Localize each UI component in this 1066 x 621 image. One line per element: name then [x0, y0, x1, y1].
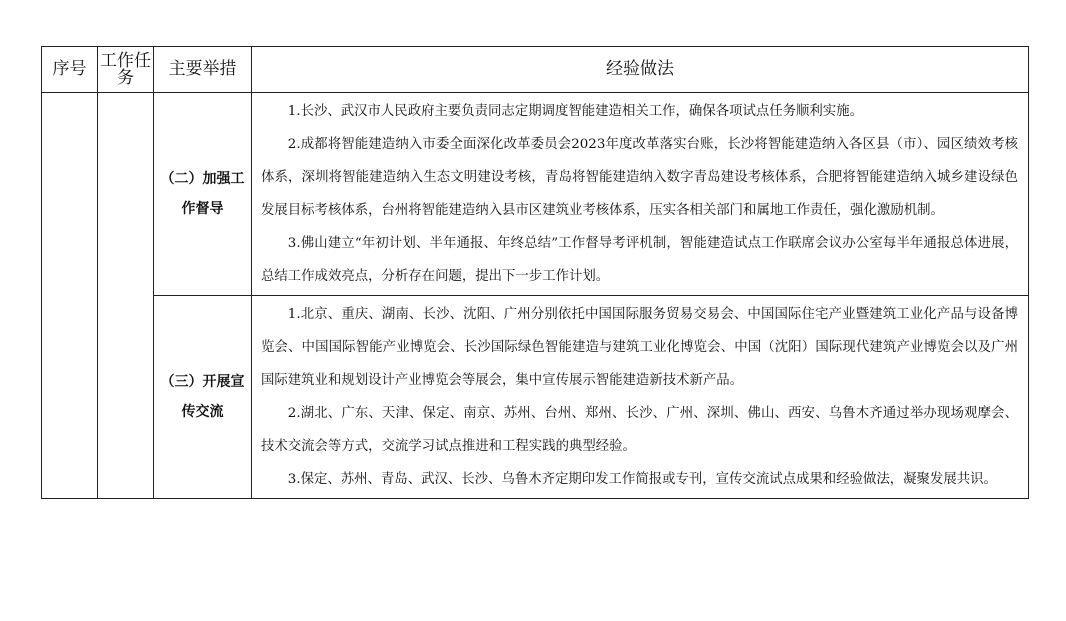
table-header-row: [42, 47, 1029, 93]
practice-table: [41, 46, 1029, 499]
header-index: 序号: [42, 47, 98, 93]
index-cell: [42, 93, 98, 499]
practice-paragraph: 3.佛山建立“年初计划、半年通报、年终总结”工作督导考评机制，智能建造试点工作联席会议办公室每半年通报总体进展，总结工作成效亮点，分析存在问题，提出下一步工作计划。: [261, 236, 1018, 284]
practice-paragraph: 3.保定、苏州、青岛、武汉、长沙、乌鲁木齐定期印发工作简报或专刊，宣传交流试点成果和经验做法，凝聚发展共识。: [287, 472, 997, 487]
practice-cell: [252, 296, 1029, 499]
practice-paragraph: 2.湖北、广东、天津、保定、南京、苏州、台州、郑州、长沙、广州、深圳、佛山、西安、乌鲁木齐通过举办现场观摩会、技术交流会等方式，交流学习试点推进和工程实践的典型经验。: [261, 406, 1018, 454]
header-task: 工作任务: [98, 47, 154, 93]
measure-cell: （二）加强工作督导: [154, 93, 252, 296]
header-practice: 经验做法: [252, 47, 1029, 93]
practice-paragraph: 1.北京、重庆、湖南、长沙、沈阳、广州分别依托中国国际服务贸易交易会、中国国际住宅产业暨建筑工业化产品与设备博览会、中国国际智能产业博览会、长沙国际绿色智能建造与建筑工业化博览会、中国（沈阳）国际现代建筑产业博览会以及广州国际建筑业和规划设计产业博览会等展会，集中宣传展示智能建造新技术新产品。: [261, 307, 1018, 388]
table-row: [42, 296, 1029, 499]
measure-cell: （三）开展宣传交流: [154, 296, 252, 499]
practice-paragraph: 1.长沙、武汉市人民政府主要负责同志定期调度智能建造相关工作，确保各项试点任务顺利实施。: [287, 104, 863, 119]
practice-paragraph: 2.成都将智能建造纳入市委全面深化改革委员会2023年度改革落实台账，长沙将智能建造纳入各区县（市）、园区绩效考核体系，深圳将智能建造纳入生态文明建设考核，青岛将智能建造纳入数字青岛建设考核体系，合肥将智能建造纳入城乡建设绿色发展目标考核体系，台州将智能建造纳入县市区建筑业考核体系，压实各相关部门和属地工作责任，强化激励机制。: [261, 137, 1018, 218]
task-cell: [98, 93, 154, 499]
table-row: [42, 93, 1029, 296]
practice-cell: [252, 93, 1029, 296]
header-measure: 主要举措: [154, 47, 252, 93]
